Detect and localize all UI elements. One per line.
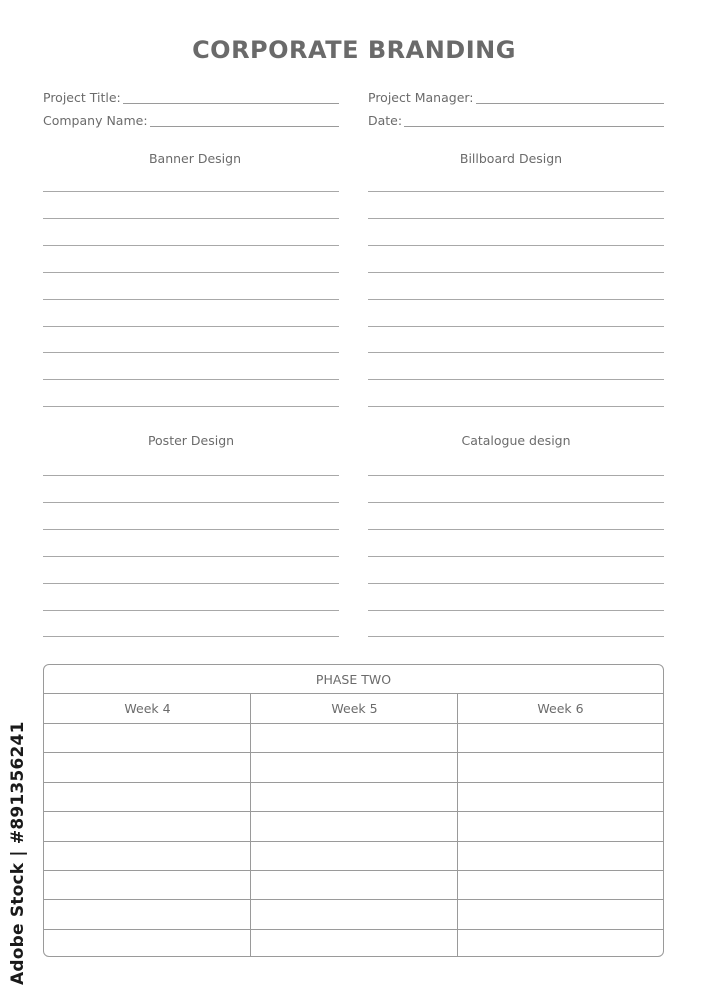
table-cell[interactable]: [251, 811, 457, 840]
billboard-design-heading: Billboard Design: [459, 151, 563, 166]
writing-line[interactable]: [43, 272, 339, 273]
column-header-week-5: Week 5: [331, 701, 378, 716]
writing-line[interactable]: [368, 299, 664, 300]
phase-two-title: PHASE TWO: [44, 665, 663, 694]
writing-line[interactable]: [43, 379, 339, 380]
writing-line[interactable]: [43, 583, 339, 584]
table-cell[interactable]: [44, 782, 250, 811]
writing-line[interactable]: [368, 352, 664, 353]
company-name-label: Company Name:: [43, 113, 148, 128]
table-cell[interactable]: [458, 723, 663, 752]
writing-line[interactable]: [368, 326, 664, 327]
column-header-week-4: Week 4: [124, 701, 171, 716]
writing-line[interactable]: [368, 610, 664, 611]
writing-line[interactable]: [43, 502, 339, 503]
table-cell[interactable]: [251, 782, 457, 811]
writing-line[interactable]: [43, 245, 339, 246]
writing-line[interactable]: [43, 556, 339, 557]
writing-line[interactable]: [43, 299, 339, 300]
writing-line[interactable]: [368, 502, 664, 503]
writing-line[interactable]: [368, 583, 664, 584]
table-cell[interactable]: [251, 752, 457, 781]
table-cell[interactable]: [251, 841, 457, 870]
table-cell[interactable]: [44, 929, 250, 958]
project-title-line[interactable]: [123, 103, 339, 104]
table-cell[interactable]: [251, 929, 457, 958]
writing-line[interactable]: [368, 556, 664, 557]
table-cell[interactable]: [458, 811, 663, 840]
writing-line[interactable]: [43, 636, 339, 637]
project-title-field[interactable]: [43, 88, 339, 106]
writing-line[interactable]: [368, 245, 664, 246]
writing-line[interactable]: [43, 326, 339, 327]
writing-line[interactable]: [368, 191, 664, 192]
project-manager-line[interactable]: [476, 103, 664, 104]
table-cell[interactable]: [251, 723, 457, 752]
writing-line[interactable]: [43, 610, 339, 611]
stock-credit: Adobe Stock | #891356241: [8, 721, 28, 985]
table-cell[interactable]: [458, 899, 663, 928]
company-name-line[interactable]: [150, 126, 339, 127]
table-cell[interactable]: [44, 723, 250, 752]
catalogue-design-heading: Catalogue design: [461, 433, 571, 448]
writing-line[interactable]: [43, 191, 339, 192]
date-line[interactable]: [404, 126, 664, 127]
table-cell[interactable]: [458, 752, 663, 781]
writing-line[interactable]: [368, 379, 664, 380]
writing-line[interactable]: [368, 475, 664, 476]
writing-line[interactable]: [43, 218, 339, 219]
writing-line[interactable]: [368, 218, 664, 219]
table-cell[interactable]: [458, 841, 663, 870]
table-cell[interactable]: [44, 752, 250, 781]
writing-line[interactable]: [43, 352, 339, 353]
banner-design-heading: Banner Design: [148, 151, 242, 166]
writing-line[interactable]: [368, 272, 664, 273]
project-title-label: Project Title:: [43, 90, 121, 105]
writing-line[interactable]: [43, 406, 339, 407]
table-cell[interactable]: [44, 811, 250, 840]
table-cell[interactable]: [458, 929, 663, 958]
table-cell[interactable]: [44, 841, 250, 870]
table-cell[interactable]: [251, 899, 457, 928]
table-cell[interactable]: [251, 870, 457, 899]
date-field[interactable]: [368, 111, 664, 129]
writing-line[interactable]: [43, 529, 339, 530]
table-cell[interactable]: [458, 782, 663, 811]
project-manager-label: Project Manager:: [368, 90, 474, 105]
column-header-week-6: Week 6: [537, 701, 584, 716]
page-title: CORPORATE BRANDING: [192, 36, 516, 64]
date-label: Date:: [368, 113, 403, 128]
phase-two-table: [43, 664, 664, 957]
writing-line[interactable]: [368, 529, 664, 530]
company-name-field[interactable]: [43, 111, 339, 129]
writing-line[interactable]: [368, 406, 664, 407]
writing-line[interactable]: [368, 636, 664, 637]
writing-line[interactable]: [43, 475, 339, 476]
poster-design-heading: Poster Design: [147, 433, 235, 448]
project-manager-field[interactable]: [368, 88, 664, 106]
table-cell[interactable]: [44, 899, 250, 928]
table-cell[interactable]: [44, 870, 250, 899]
table-cell[interactable]: [458, 870, 663, 899]
